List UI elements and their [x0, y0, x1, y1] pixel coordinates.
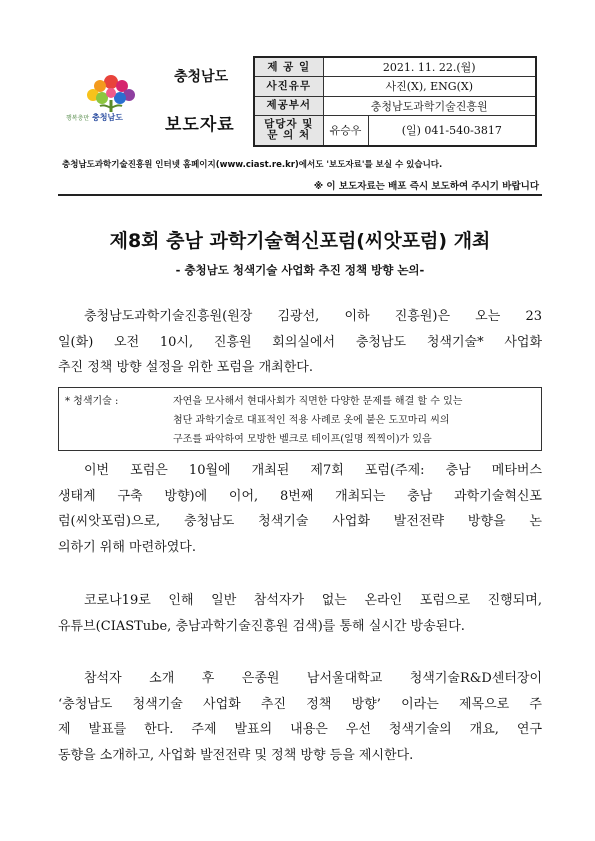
paragraph-line: 일(화) 오전 10시, 진흥원 회의실에서 충청남도 청색기술* 사업화 — [58, 334, 542, 350]
logo-text — [66, 112, 158, 123]
footnote-box — [58, 387, 542, 451]
photo-value: 사진(X), ENG(X) — [323, 77, 536, 97]
photo-key: 사진유무 — [254, 77, 323, 97]
article-subtitle: - 충청남도 청색기술 사업화 추진 정책 방향 논의- — [175, 263, 425, 277]
date-value: 2021. 11. 22.(월) — [323, 57, 536, 77]
paragraph-line: 추진 정책 방향 설정을 위한 포럼을 개최한다. — [58, 360, 313, 375]
paragraph-4 — [58, 666, 542, 768]
paragraph-line: 코로나19로 인해 일반 참석자가 없는 온라인 포럼으로 진행되며, — [84, 593, 542, 608]
paragraph-1 — [58, 304, 542, 381]
dept-value: 충청남도과학기술진흥원 — [323, 96, 536, 116]
paragraph-line: ‘충청남도 청색기술 사업화 추진 정책 방향’ 이라는 제목으로 주 — [58, 696, 542, 712]
paragraph-3 — [58, 588, 542, 639]
contact-key: 담당자 및 문 의 처 — [254, 116, 323, 146]
contact-name: 유승우 — [323, 116, 368, 146]
footnote-line: 첨단 과학기술로 대표적인 적용 사례로 옷에 붙은 도꼬마리 씨의 — [173, 415, 450, 426]
date-key: 제 공 일 — [254, 57, 323, 77]
paragraph-line: 참석자 소개 후 은종원 남서울대학교 청색기술R&D센터장이 — [84, 671, 542, 686]
release-label: 보도자료 — [165, 115, 235, 135]
article-title: 제8회 충남 과학기술혁신포럼(씨앗포럼) 개최 — [109, 230, 491, 252]
footnote-line: 자연을 모사해서 현대사회가 직면한 다양한 문제를 해결 할 수 있는 — [173, 396, 463, 407]
paragraph-line: 충청남도과학기술진흥원(원장 김광선, 이하 진흥원)은 오는 23 — [84, 309, 542, 324]
dept-key: 제공부서 — [254, 96, 323, 116]
paragraph-line: 럼(씨앗포럼)으로, 충청남도 청색기술 사업화 발전전략 방향을 논 — [58, 514, 542, 529]
paragraph-2 — [58, 458, 542, 560]
org-name: 충청남도 — [174, 69, 229, 85]
paragraph-line: 동향을 소개하고, 사업화 발전전략 및 정책 방향 등을 제시한다. — [58, 747, 414, 763]
logo-name: 충청남도 — [91, 113, 123, 122]
header-divider — [58, 194, 542, 196]
site-notice: 충청남도과학기술진흥원 인터넷 홈페이지(www.ciast.re.kr)에서도 '보도자료'를 보실 수 있습니다. — [62, 160, 443, 170]
paragraph-line: 의하기 위해 마련하였다. — [58, 539, 196, 555]
logo-tagline: 행복충만 — [66, 115, 90, 122]
footnote-line: 구조를 파악하여 모방한 벨크로 테이프(일명 찍찍이)가 있음 — [173, 434, 432, 445]
paragraph-line: 생태계 구축 방향)에 이어, 8번째 개최되는 충남 과학기술혁신포 — [58, 488, 542, 504]
embargo-notice: ※ 이 보도자료는 배포 즉시 보도하여 주시기 바랍니다 — [313, 181, 539, 192]
info-table — [253, 56, 537, 147]
paragraph-line: 제 발표를 한다. 주제 발표의 내용은 우선 청색기술의 개요, 연구 — [58, 722, 542, 737]
footnote-label: * 청색기술 : — [65, 396, 119, 407]
paragraph-line: 유튜브(CIASTube, 충남과학기술진흥원 검색)를 통해 실시간 방송된다. — [58, 618, 465, 634]
contact-phone: (일) 041-540-3817 — [368, 116, 536, 146]
paragraph-line: 이번 포럼은 10월에 개최된 제7회 포럼(주제: 충남 메타버스 — [84, 463, 542, 478]
